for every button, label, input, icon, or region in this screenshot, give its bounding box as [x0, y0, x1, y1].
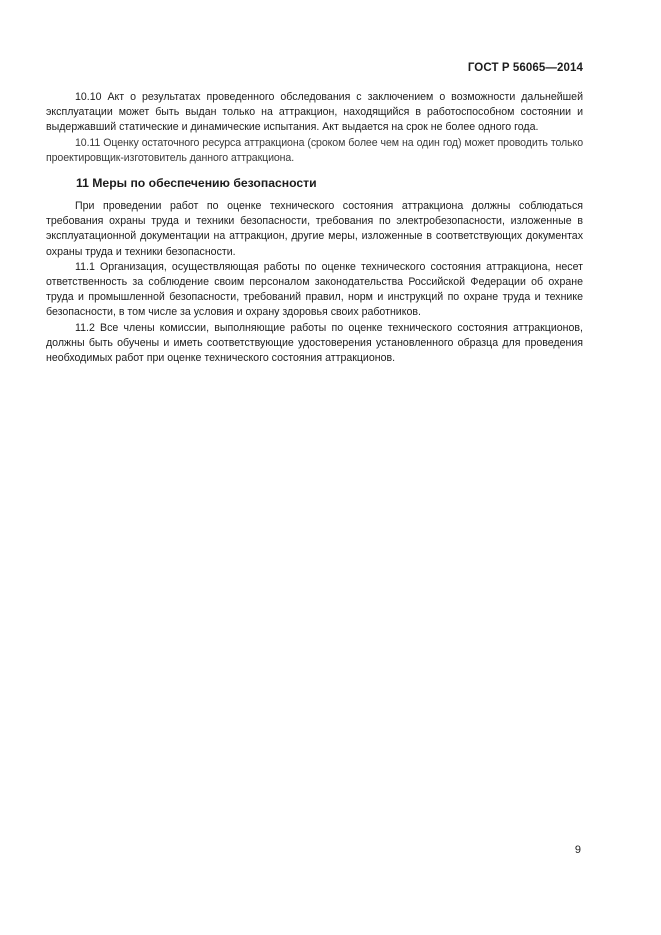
paragraph-11-1: 11.1 Организация, осуществляющая работы по оценке технического состояния аттракциона, несет ответственность за соблюдение своим персоналом законодательства Российской Федерации об охране труда и промышленной безопасности, требований правил, норм и инструкций по охране труда и технике безопасности, в том числе за условия и охрану здоровья своих работников.: [46, 260, 583, 319]
paragraph-11-2: 11.2 Все члены комиссии, выполняющие работы по оценке технического состояния аттракционов, должны быть обучены и иметь соответствующие удостоверения установленного образца для проведения необходимых работ при оценке технического состояния аттракционов.: [46, 321, 583, 365]
paragraph-10-11: 10.11 Оценку остаточного ресурса аттракциона (сроком более чем на один год) может проводить только проектировщик-изготовитель данного аттракциона.: [46, 136, 583, 164]
section-11-body: [46, 199, 583, 366]
section-11-heading: 11 Меры по обеспечению безопасности: [76, 176, 317, 190]
standard-header: ГОСТ Р 56065—2014: [467, 62, 583, 74]
paragraph-11-intro: При проведении работ по оценке технического состояния аттракциона должны соблюдаться требования охраны труда и техники безопасности, требования по электробезопасности, изложенные в эксплуатационной документации на аттракцион, другие меры, изложенные в соответствующих документах охраны труда и техники безопасности.: [46, 200, 583, 258]
paragraph-10-10: 10.10 Акт о результатах проведенного обследования с заключением о возможности дальнейшей эксплуатации может быть выдан только на аттракцион, находящийся в работоспособном состоянии и выдержавший статические и динамические испытания. Акт выдается на срок не более одного года.: [46, 91, 583, 134]
section-10-end: [46, 90, 583, 166]
page-number: 9: [574, 844, 581, 856]
